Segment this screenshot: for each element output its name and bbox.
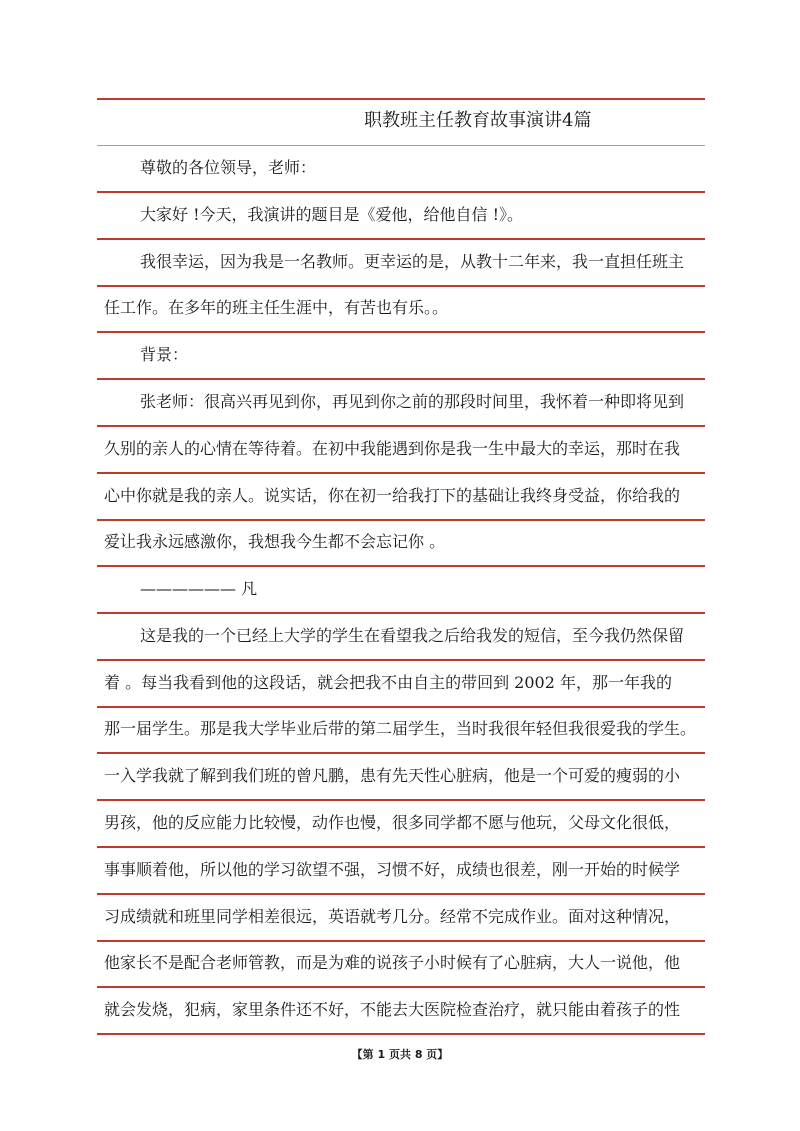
text-line: 习成绩就和班里同学相差很远，英语就考几分。经常不完成作业。面对这种情况， bbox=[104, 907, 681, 926]
rule-line bbox=[97, 98, 705, 100]
page-title: 职教班主任教育故事演讲4篇 bbox=[364, 110, 592, 131]
rule-line bbox=[97, 846, 705, 848]
rule-line bbox=[97, 191, 705, 193]
rule-line bbox=[97, 706, 705, 708]
rule-line bbox=[97, 1033, 705, 1035]
text-line: 这是我的一个已经上大学的学生在看望我之后给我发的短信，至今我仍然保留 bbox=[140, 626, 685, 645]
rule-line bbox=[97, 331, 705, 333]
text-line: 久别的亲人的心情在等待着。在初中我能遇到你是我一生中最大的幸运，那时在我 bbox=[104, 439, 681, 458]
rule-line bbox=[97, 565, 705, 567]
rule-line bbox=[97, 519, 705, 521]
text-line: 我很幸运，因为我是一名教师。更幸运的是，从教十二年来，我一直担任班主 bbox=[140, 252, 685, 271]
rule-line bbox=[97, 472, 705, 474]
text-line: 大家好 !今天，我演讲的题目是《爱他，给他自信 !》。 bbox=[140, 205, 524, 224]
rule-line bbox=[97, 893, 705, 895]
rule-line bbox=[97, 285, 705, 287]
rule-line bbox=[97, 659, 705, 661]
text-line: 背景： bbox=[140, 345, 189, 364]
text-line: 张老师：很高兴再见到你，再见到你之前的那段时间里，我怀着一种即将见到 bbox=[140, 392, 685, 411]
text-line: 男孩，他的反应能力比较慢，动作也慢，很多同学都不愿与他玩，父母文化很低， bbox=[104, 813, 681, 832]
rule-line bbox=[97, 940, 705, 942]
text-line: 那一届学生。那是我大学毕业后带的第二届学生，当时我很年轻但我很爱我的学生。 bbox=[104, 719, 697, 738]
rule-line bbox=[97, 986, 705, 988]
text-line: 尊敬的各位领导，老师： bbox=[140, 158, 317, 177]
rule-line bbox=[97, 612, 705, 614]
text-line: 心中你就是我的亲人。说实话，你在初一给我打下的基础让我终身受益，你给我的 bbox=[104, 486, 681, 505]
rule-line bbox=[97, 378, 705, 380]
page-footer: 【第 1 页共 8 页】 bbox=[351, 1048, 449, 1061]
rule-line bbox=[97, 238, 705, 240]
text-line: 就会发烧，犯病，家里条件还不好，不能去大医院检查治疗，就只能由着孩子的性 bbox=[104, 1000, 681, 1019]
text-line: 事事顺着他，所以他的学习欲望不强，习惯不好，成绩也很差，刚一开始的时候学 bbox=[104, 860, 681, 879]
rule-line bbox=[97, 145, 705, 146]
rule-line bbox=[97, 425, 705, 427]
text-line: 任工作。在多年的班主任生涯中，有苦也有乐。。 bbox=[104, 298, 449, 317]
text-line: 着 。每当我看到他的这段话，就会把我不由自主的带回到 2002 年，那一年我的 bbox=[104, 673, 672, 692]
text-line: 一入学我就了解到我们班的曾凡鹏，患有先天性心脏病，他是一个可爱的瘦弱的小 bbox=[104, 766, 681, 785]
rule-line bbox=[97, 799, 705, 801]
text-line: —————— 凡 bbox=[140, 579, 258, 598]
text-line: 爱让我永远感激你，我想我今生都不会忘记你 。 bbox=[104, 532, 446, 551]
rule-line bbox=[97, 752, 705, 754]
text-line: 他家长不是配合老师管教，而是为难的说孩子小时候有了心脏病，大人一说他，他 bbox=[104, 953, 681, 972]
